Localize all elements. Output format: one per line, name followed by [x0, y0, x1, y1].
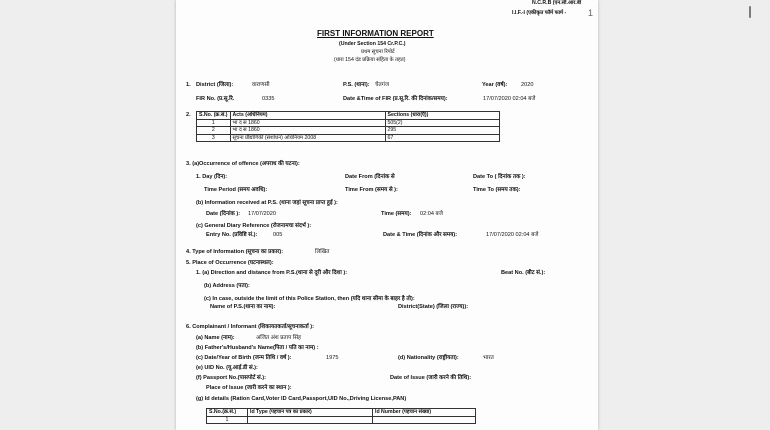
complainant-title: 6. Complainant / Informant (शिकायतकर्ता/सूचनाकर्ता ):: [186, 324, 314, 330]
occurrence-title: 3. (a)Occurrence of offence (अपराध की घटना):: [186, 161, 300, 167]
acts-cell-section: 505(2): [385, 119, 499, 127]
document-page: [176, 0, 598, 430]
report-title: FIRST INFORMATION REPORT: [317, 29, 434, 38]
date-to-label: Date To ( दिनांक तक ):: [473, 174, 526, 180]
info-time-label: Time (समय):: [381, 211, 412, 217]
gd-reference-label: (c) General Diary Reference (रोजनामचा संदर्भ ):: [196, 223, 312, 229]
issue-place-label: Place of Issue (जारी करने का स्थान ):: [206, 385, 292, 391]
page-marker: 1: [588, 8, 594, 18]
acts-header-acts: Acts (अधिनियम): [230, 112, 385, 120]
acts-cell-sno: 1: [197, 119, 231, 127]
outside-limit-label: (c) In case, outside the limit of this Police Station, then (यदि थाना सीमा के बाहर है तो):: [204, 296, 415, 302]
passport-label: (f) Passport No.(पासपोर्ट सं.):: [196, 375, 266, 381]
acts-cell-section: 295: [385, 127, 499, 135]
acts-header-sno: S.No. (क्र.सं.): [197, 112, 231, 120]
ps-value: चेतगंज: [375, 82, 390, 88]
acts-header-sections: Sections (धारा(एँ)): [385, 112, 499, 120]
ps-label: P.S. (थाना):: [343, 82, 370, 88]
entry-no-value: 005: [273, 232, 283, 238]
info-date-value: 17/07/2020: [248, 211, 276, 217]
id-header-sno: S.No.(क्र.सं.): [207, 409, 248, 417]
info-received-label: (b) Information received at P.S. (थाना जहां सूचना प्राप्त हुई ):: [196, 200, 338, 206]
district-label: District (जिला):: [196, 82, 234, 88]
other-ps-name-label: Name of P.S.(थाना का नाम):: [210, 304, 276, 310]
acts-table: [196, 111, 500, 142]
form-line: I.I.F.-I (एकीकृत फॉर्म फार्म -: [512, 10, 567, 16]
day-label: 1. Day (दिन):: [196, 174, 228, 180]
time-to-label: Time To (समय तक):: [473, 187, 521, 193]
acts-cell-section: 67: [385, 134, 499, 142]
address-label: (b) Address (पता):: [204, 283, 250, 289]
dob-value: 1975: [326, 355, 339, 361]
nationality-label: (d) Nationality (राष्ट्रीयता):: [398, 355, 459, 361]
id-header-row: [207, 409, 476, 417]
id-header-number: Id Number (पहचान संख्या): [373, 409, 476, 417]
id-table: [206, 408, 476, 424]
date-from-label: Date From (दिनांक से: [345, 174, 395, 180]
year-label: Year (वर्ष):: [482, 82, 508, 88]
table-row: [197, 127, 500, 135]
acts-header-row: [197, 112, 500, 120]
info-type-label: 4. Type of Information (सूचना का प्रकार):: [186, 249, 284, 255]
time-from-label: Time From (समय से ):: [345, 187, 398, 193]
issue-date-label: Date of Issue (जारी करने की तिथि):: [390, 375, 472, 381]
info-time-value: 02:04 बजे: [420, 211, 443, 217]
direction-label: 1. (a) Direction and distance from P.S.(थाना से दूरी और दिशा ):: [196, 270, 348, 276]
district-value: वाराणसी: [252, 82, 270, 88]
uid-label: (e) UID No. (यू.आई.डी सं.):: [196, 365, 258, 371]
id-details-label: (g) Id details (Ration Card,Voter ID Card,Passport,UID No.,Driving License,PAN): [196, 396, 407, 402]
id-cell-sno: 1: [207, 416, 248, 424]
fir-datetime-label: Date &Time of FIR (प्र.सू.रि. की दिनांक/समय):: [343, 96, 448, 102]
s1-number: 1.: [186, 82, 191, 88]
dob-label: (c) Date/Year of Birth (जन्म तिथि / वर्ष ):: [196, 355, 292, 361]
acts-cell-act: भा द स 1860: [230, 119, 385, 127]
id-cell-number: [373, 416, 476, 424]
fir-label: FIR No. (प्र.सू.रि.: [196, 96, 235, 102]
s2-number: 2.: [186, 112, 191, 118]
id-cell-type: [248, 416, 373, 424]
name-label: (a) Name (नाम):: [196, 335, 235, 341]
gd-datetime-label: Date & Time (दिनांक और समय):: [383, 232, 458, 238]
other-district-label: District(State) (जिला (राज्य)):: [398, 304, 469, 310]
id-header-type: Id Type (पहचान पत्र का प्रकार): [248, 409, 373, 417]
place-title: 5. Place of Occurrence (घटनास्थल):: [186, 260, 274, 266]
report-subtitle: (Under Section 154 Cr.P.C.): [339, 41, 406, 47]
nationality-value: भारत: [483, 355, 494, 361]
scrollbar[interactable]: [748, 0, 756, 430]
acts-cell-sno: 2: [197, 127, 231, 135]
fir-datetime-value: 17/07/2020 02:04 बजे: [483, 96, 536, 102]
table-row: [197, 134, 500, 142]
year-value: 2020: [521, 82, 534, 88]
table-row: [197, 119, 500, 127]
acts-cell-act: भा द स 1860: [230, 127, 385, 135]
entry-no-label: Entry No. (प्रविष्टि सं.):: [206, 232, 258, 238]
report-subtitle-section: (धारा 154 दंड प्रक्रिया संहिता के तहत): [334, 57, 406, 63]
fir-value: 0335: [262, 96, 275, 102]
report-subtitle-hindi: प्रथम सूचना रिपोर्ट: [361, 49, 395, 55]
table-row: [207, 416, 476, 424]
acts-cell-act: सूचना प्रौद्योगिकी (संशोधन) अधिनियम 2008: [230, 134, 385, 142]
acts-cell-sno: 3: [197, 134, 231, 142]
ncrb-line: N.C.R.B (एन.सी.आर.बी: [532, 0, 582, 6]
info-date-label: Date (दिनांक ):: [206, 211, 241, 217]
father-name-label: (b) Father's/Husband's Name(पिता / पति का नाम) :: [196, 345, 319, 351]
info-type-value: लिखित: [315, 249, 330, 255]
gd-datetime-value: 17/07/2020 02:04 बजे: [486, 232, 539, 238]
time-period-label: Time Period (समय अवधि):: [204, 187, 268, 193]
name-value: अजित अंश प्रताप सिंह: [256, 335, 301, 341]
scrollbar-thumb[interactable]: [749, 6, 751, 18]
beat-no-label: Beat No. (बीट सं.):: [501, 270, 546, 276]
